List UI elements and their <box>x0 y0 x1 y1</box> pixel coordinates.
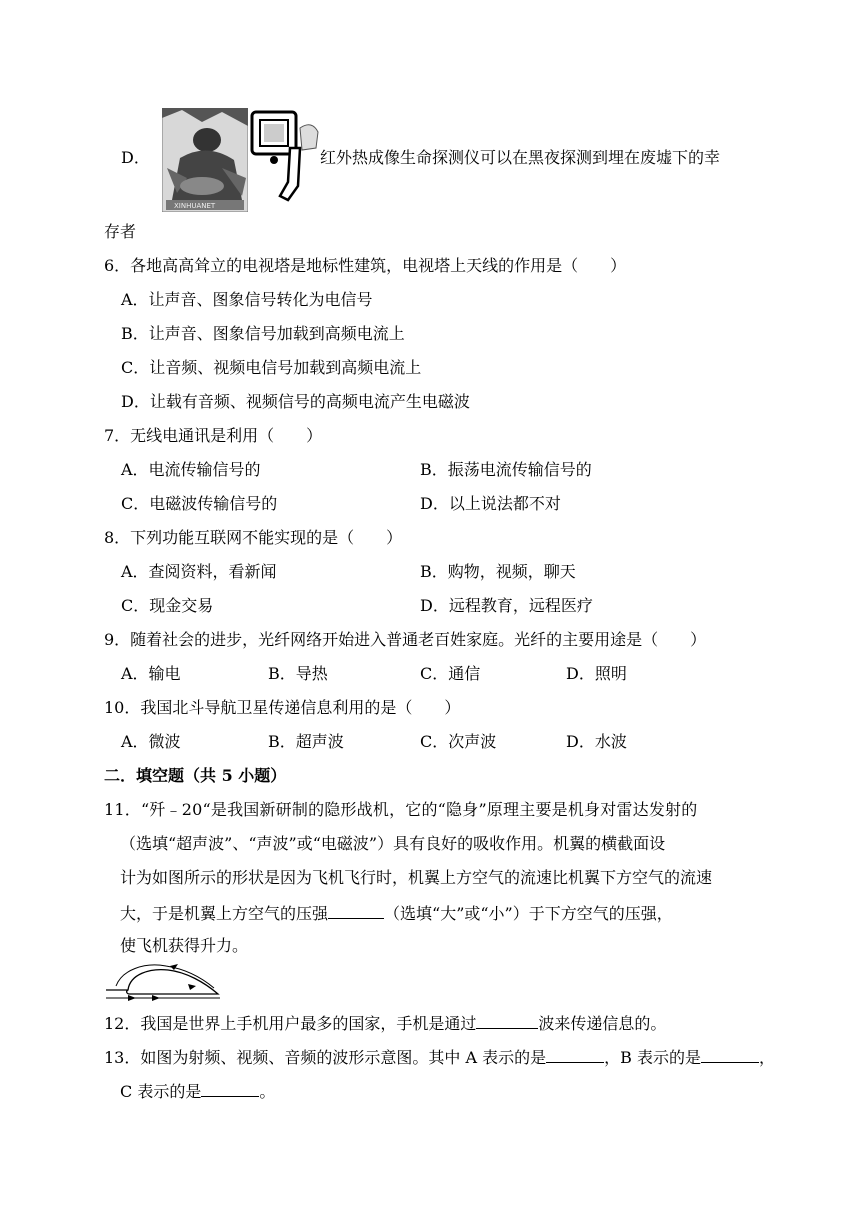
q8-option-b: B．购物，视频，聊天 <box>420 562 576 581</box>
q11-line3: 计为如图所示的形状是因为飞机飞行时，机翼上方空气的流速比机翼下方空气的流速 <box>120 868 713 887</box>
q7-option-d: D．以上说法都不对 <box>420 494 561 513</box>
q10-stem: 10．我国北斗导航卫星传递信息利用的是（ ） <box>104 698 461 717</box>
q11-line4 <box>120 902 673 924</box>
q7-option-b: B．振荡电流传输信号的 <box>420 460 592 479</box>
q12-line <box>104 1012 666 1034</box>
q13-text-part1: 13．如图为射频、视频、音频的波形示意图。其中 A 表示的是 <box>104 1048 547 1067</box>
q13-text-part4: C 表示的是 <box>120 1082 202 1101</box>
q10-option-d: D．水波 <box>566 732 627 751</box>
q9-option-b: B．导热 <box>268 664 328 683</box>
q9-option-a: A．输电 <box>121 664 181 683</box>
q13-text-part3: ， <box>758 1048 775 1067</box>
q12-text-part2: 波来传递信息的。 <box>538 1014 667 1033</box>
q13-answer-blank-c[interactable] <box>201 1080 259 1097</box>
q8-option-a: A．查阅资料，看新闻 <box>121 562 277 581</box>
q13-line1 <box>104 1046 775 1068</box>
q10-option-a: A．微波 <box>121 732 181 751</box>
photo-caption: XINHUANET <box>174 202 216 210</box>
q10-option-b: B．超声波 <box>268 732 344 751</box>
q13-text-part5: 。 <box>259 1082 276 1101</box>
q9-option-d: D．照明 <box>566 664 627 683</box>
q11-line4-text-a: 大，于是机翼上方空气的压强 <box>120 904 329 923</box>
thermal-detector-image <box>250 108 322 208</box>
q13-answer-blank-a[interactable] <box>546 1046 604 1063</box>
q8-option-d: D．远程教育，远程医疗 <box>420 596 593 615</box>
q11-line2: （选填“超声波”、“声波”或“电磁波”）具有良好的吸收作用。机翼的横截面设 <box>120 834 666 853</box>
q6-option-a: A．让声音、图象信号转化为电信号 <box>121 290 373 309</box>
q5-option-d-text: 红外热成像生命探测仪可以在黑夜探测到埋在废墟下的幸 <box>320 148 721 167</box>
q10-option-c: C．次声波 <box>420 732 497 751</box>
q12-text-part1: 12．我国是世界上手机用户最多的国家，手机是通过 <box>104 1014 477 1033</box>
section-title-fill-in: 二．填空题（共 5 小题） <box>104 766 287 785</box>
q11-line1: 11．“歼﹣20“是我国新研制的隐形战机，它的“隐身”原理主要是机身对雷达发射的 <box>104 800 698 819</box>
q12-answer-blank[interactable] <box>476 1012 538 1029</box>
q6-option-b: B．让声音、图象信号加载到高频电流上 <box>121 324 405 343</box>
q13-line2 <box>120 1080 275 1102</box>
q13-answer-blank-b[interactable] <box>701 1046 759 1063</box>
q7-option-c: C．电磁波传输信号的 <box>121 494 278 513</box>
wing-airflow-diagram <box>100 964 224 1004</box>
q7-stem: 7．无线电通讯是利用（ ） <box>104 426 323 445</box>
q9-stem: 9．随着社会的进步，光纤网络开始进入普通老百姓家庭。光纤的主要用途是（ ） <box>104 630 707 649</box>
q13-text-part2: ，B 表示的是 <box>604 1048 701 1067</box>
q11-answer-blank[interactable] <box>328 902 384 919</box>
q7-option-a: A．电流传输信号的 <box>121 460 261 479</box>
q5-option-d-label: D． <box>121 148 150 167</box>
q8-option-c: C．现金交易 <box>121 596 214 615</box>
q8-stem: 8．下列功能互联网不能实现的是（ ） <box>104 528 403 547</box>
q6-option-d: D．让载有音频、视频信号的高频电流产生电磁波 <box>121 392 470 411</box>
q9-option-c: C．通信 <box>420 664 481 683</box>
rescue-photo <box>162 108 248 212</box>
q6-option-c: C．让音频、视频电信号加载到高频电流上 <box>121 358 422 377</box>
q11-line5: 使飞机获得升力。 <box>120 936 249 955</box>
q11-line4-text-b: （选填“大”或“小”）于下方空气的压强， <box>384 904 673 923</box>
q6-stem: 6．各地高高耸立的电视塔是地标性建筑，电视塔上天线的作用是（ ） <box>104 256 627 275</box>
q5-option-d-cont: 存者 <box>104 222 137 241</box>
